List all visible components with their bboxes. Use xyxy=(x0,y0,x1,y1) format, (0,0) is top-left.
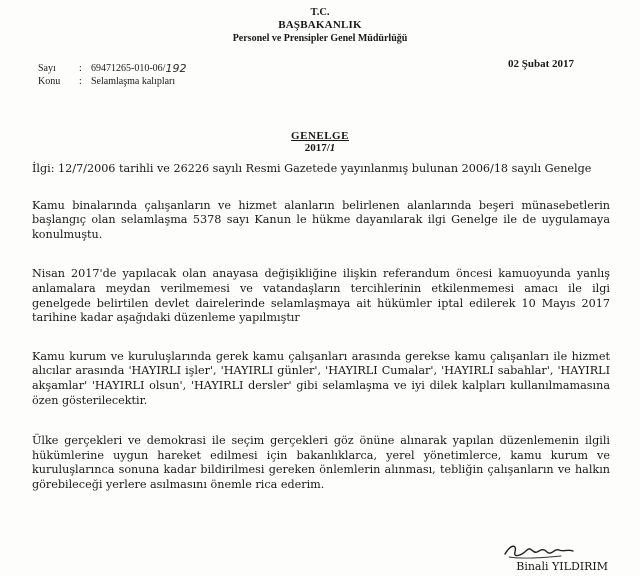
document-title xyxy=(0,130,640,154)
reference-block xyxy=(38,62,186,88)
konu-value: Selamlaşma kalıpları xyxy=(91,76,176,87)
sayi-value: 69471265-010-06/ xyxy=(91,63,166,74)
letterhead-department: Personel ve Prensipler Genel Müdürlüğü xyxy=(232,33,408,44)
title-heading: GENELGE xyxy=(291,130,349,142)
paragraph-2: Nisan 2017'de yapılacak olan anayasa değişikliğine ilişkin referandum öncesi kamuoyunda yanlış anlamalara meydan verilmemesi ve vatandaşların tercihlerinin etkilenmemesi amacı ile ilgi genelgede belirtilen devlet dairelerinde selamlaşmaya ait hükümler iptal edilerek 10 Mayıs 2017 tarihine kadar aşağıdaki düzenleme yapılmıştır xyxy=(32,267,610,325)
sayi-row xyxy=(38,62,186,75)
ilgi-paragraph: İlgi: 12/7/2006 tarihli ve 26226 sayılı Resmi Gazetede yayınlanmış bulunan 2006/18 sayılı Genelge xyxy=(32,162,592,175)
konu-label: Konu xyxy=(38,76,61,87)
letterhead-state: T.C. xyxy=(310,7,330,18)
paragraph-4: Ülke gerçekleri ve demokrasi ile seçim gerçekleri göz önüne alınarak yapılan düzenlemenin ilgili hükümlerine uygun hareket edilmesi için bakanlıklarca, yerel yönetimlerce, kamu kurum ve kuruluşlarınca sonuna kadar bildirilmesi gereken önlemlerin alınması, tebliğin çalışanların ve halkın görebileceği yerlere asılmasını önemle rica ederim. xyxy=(32,434,610,491)
sayi-label: Sayı xyxy=(38,63,56,74)
sayi-handwritten-number: 192 xyxy=(165,62,187,75)
letterhead-ministry: BAŞBAKANLIK xyxy=(278,19,362,31)
title-year: 2017/ xyxy=(304,142,330,154)
konu-row xyxy=(38,75,186,88)
paragraph-1: Kamu binalarında çalışanların ve hizmet alanların belirlenen alanlarında beşeri münasebetlerin başlangıç olan selamlaşma 5378 sayı Kanun le hükme dayanılarak ilgi Genelge ile de uygulamaya konulmuştu. xyxy=(32,198,610,241)
title-number xyxy=(0,142,640,154)
title-handwritten-number: 1 xyxy=(329,142,336,154)
signature-image xyxy=(496,540,586,562)
paragraph-3: Kamu kurum ve kuruluşlarında gerek kamu çalışanları arasında gerekse kamu çalışanları ile hizmet alıcılar arasında 'HAYIRLI işler', 'HAYIRLI günler', 'HAYIRLI Cumalar', 'HAYIRLI sabahlar', 'HAYIRLI akşamlar' 'HAYIRLI olsun', 'HAYIRLI dersler' gibi selamlaşma ve iyi dilek kalpları kullanılmamasına özen gösterilecektir. xyxy=(32,349,610,407)
sayi-separator: : xyxy=(79,63,82,74)
signer-name: Binali YILDIRIM xyxy=(516,560,608,573)
document-date: 02 Şubat 2017 xyxy=(507,58,574,70)
document-body xyxy=(32,162,610,493)
handwritten-signature xyxy=(501,540,581,562)
letterhead xyxy=(0,6,640,45)
konu-separator: : xyxy=(79,76,82,87)
